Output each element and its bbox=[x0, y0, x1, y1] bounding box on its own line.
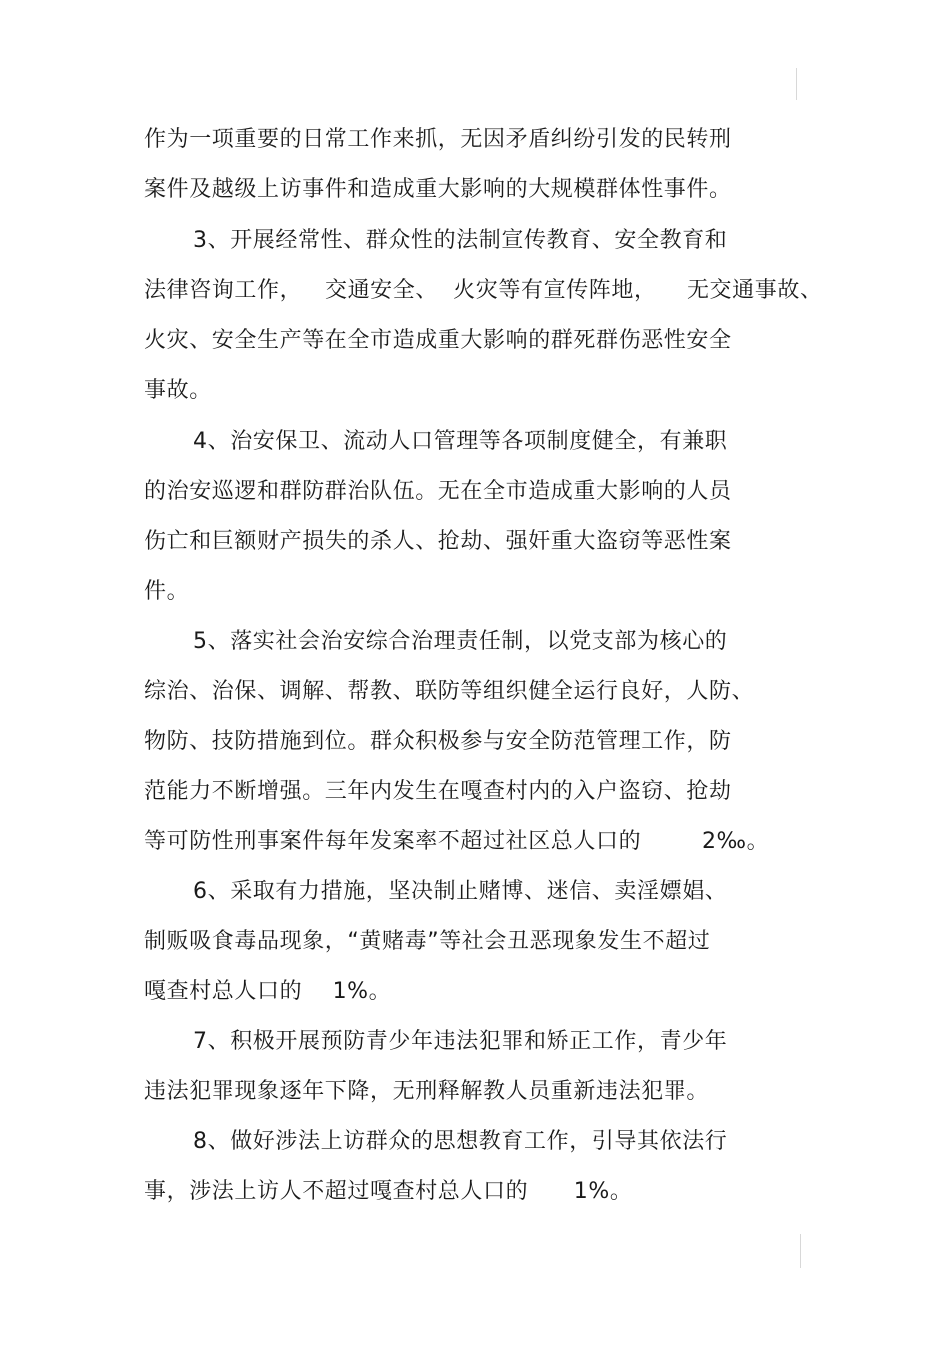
margin-mark-top bbox=[796, 68, 797, 100]
text-line: 等可防性刑事案件每年发案率不超过社区总人口的 2‰。 bbox=[144, 829, 770, 854]
text-line: 7、积极开展预防青少年违法犯罪和矫正工作，青少年 bbox=[193, 1029, 728, 1054]
text-line: 综治、治保、调解、帮教、联防等组织健全运行良好，人防、 bbox=[144, 679, 755, 704]
text-line: 违法犯罪现象逐年下降，无刑释解教人员重新违法犯罪。 bbox=[144, 1079, 710, 1104]
text-line: 事，涉法上访人不超过嘎查村总人口的 1%。 bbox=[144, 1179, 633, 1204]
text-line: 嘎查村总人口的 1%。 bbox=[144, 979, 392, 1004]
text-line: 6、采取有力措施，坚决制止赌博、迷信、卖淫嫖娼、 bbox=[193, 879, 728, 904]
text-line: 的治安巡逻和群防群治队伍。无在全市造成重大影响的人员 bbox=[144, 479, 732, 504]
text-line: 法律咨询工作， 交通安全、 火灾等有宣传阵地， 无交通事故、 bbox=[144, 278, 823, 303]
text-line: 范能力不断增强。三年内发生在嘎查村内的入户盗窃、抢劫 bbox=[144, 779, 732, 804]
text-line: 事故。 bbox=[144, 378, 212, 403]
text-line: 火灾、安全生产等在全市造成重大影响的群死群伤恶性安全 bbox=[144, 328, 732, 353]
text-line: 制贩吸食毒品现象，“黄赌毒”等社会丑恶现象发生不超过 bbox=[144, 929, 711, 954]
text-line: 件。 bbox=[144, 579, 190, 604]
text-line: 作为一项重要的日常工作来抓，无因矛盾纠纷引发的民转刑 bbox=[144, 127, 732, 152]
text-line: 物防、技防措施到位。群众积极参与安全防范管理工作，防 bbox=[144, 729, 732, 754]
text-line: 3、开展经常性、群众性的法制宣传教育、安全教育和 bbox=[193, 228, 728, 253]
text-line: 伤亡和巨额财产损失的杀人、抢劫、强奸重大盗窃等恶性案 bbox=[144, 529, 732, 554]
margin-mark-bottom bbox=[800, 1234, 801, 1268]
text-line: 案件及越级上访事件和造成重大影响的大规模群体性事件。 bbox=[144, 177, 732, 202]
text-line: 8、做好涉法上访群众的思想教育工作，引导其依法行 bbox=[193, 1129, 728, 1154]
text-line: 5、落实社会治安综合治理责任制，以党支部为核心的 bbox=[193, 629, 728, 654]
text-line: 4、治安保卫、流动人口管理等各项制度健全，有兼职 bbox=[193, 429, 728, 454]
